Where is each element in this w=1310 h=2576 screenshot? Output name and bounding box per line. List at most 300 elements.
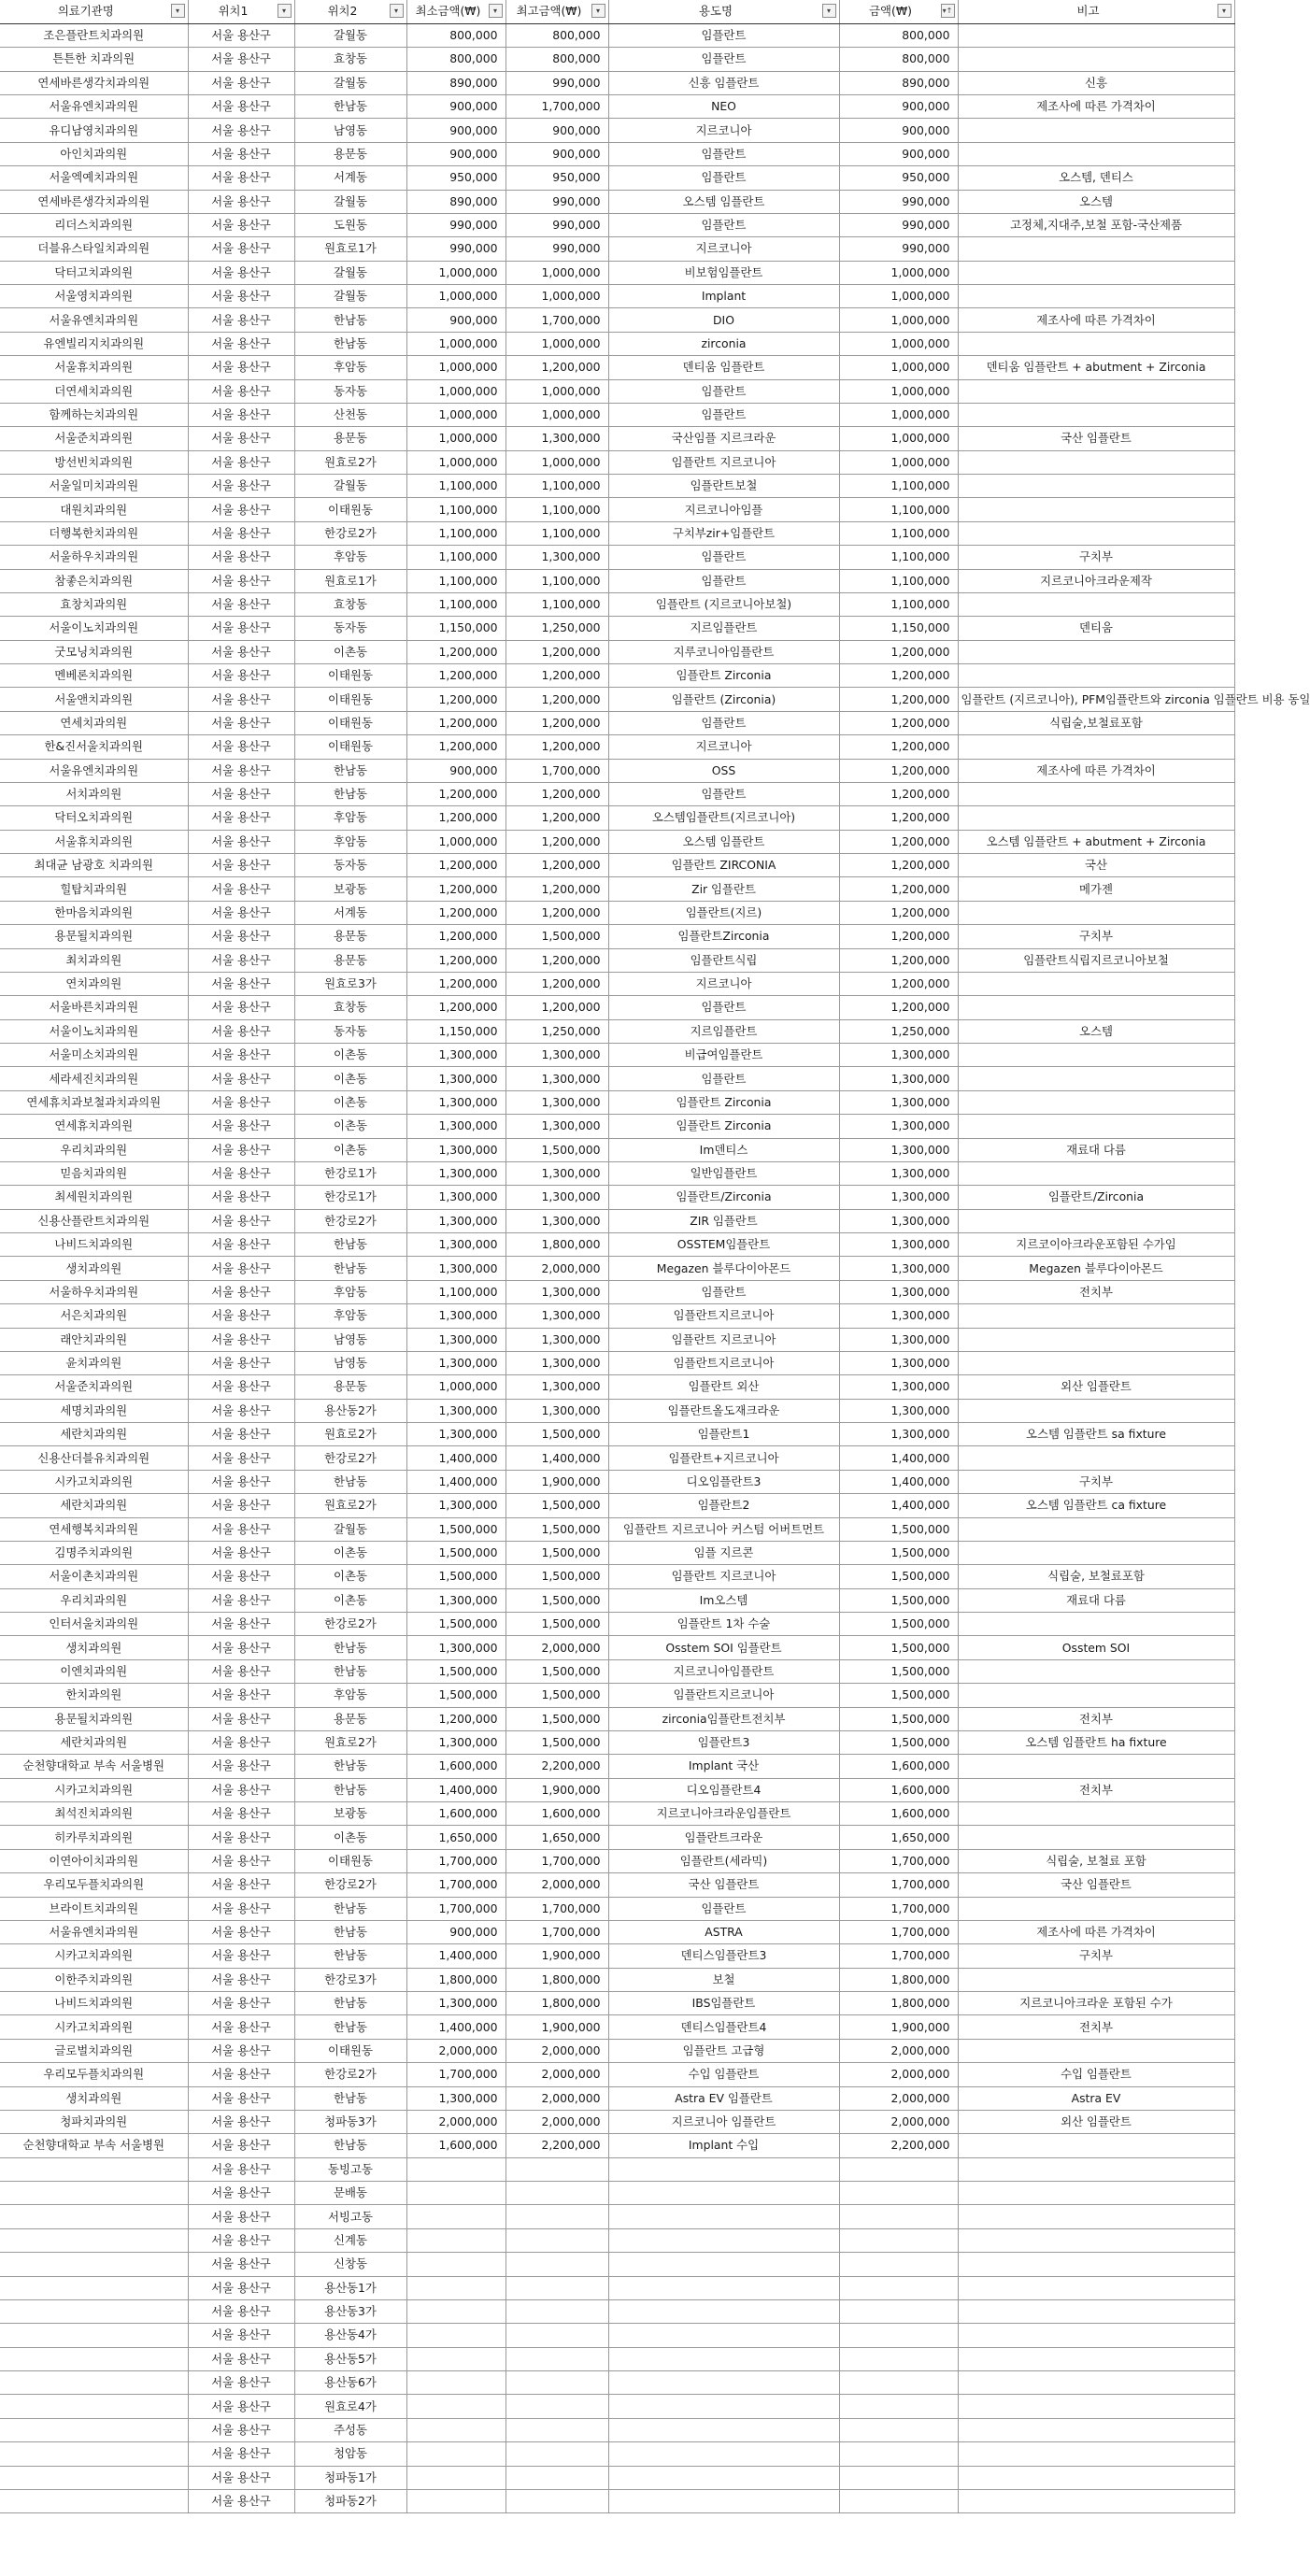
cell-max-price[interactable]: 990,000 bbox=[505, 190, 608, 213]
cell-min-price[interactable]: 800,000 bbox=[406, 23, 505, 47]
cell-max-price[interactable]: 2,000,000 bbox=[505, 1636, 608, 1659]
cell-hospital-name[interactable]: 서울유엔치과의원 bbox=[0, 759, 188, 782]
cell-hospital-name[interactable]: 시카고치과의원 bbox=[0, 1470, 188, 1493]
cell-min-price[interactable]: 1,500,000 bbox=[406, 1517, 505, 1541]
cell-max-price[interactable]: 1,900,000 bbox=[505, 1944, 608, 1968]
cell-price[interactable]: 1,300,000 bbox=[839, 1280, 958, 1303]
cell-max-price[interactable]: 1,200,000 bbox=[505, 640, 608, 663]
cell-location2[interactable]: 원효로1가 bbox=[294, 569, 406, 592]
cell-usage-name[interactable]: IBS임플란트 bbox=[608, 1992, 839, 2015]
cell-price[interactable]: 1,300,000 bbox=[839, 1067, 958, 1090]
cell-hospital-name[interactable]: 닥터오치과의원 bbox=[0, 806, 188, 830]
cell-location1[interactable]: 서울 용산구 bbox=[188, 759, 294, 782]
cell-notes[interactable] bbox=[958, 119, 1234, 142]
cell-hospital-name[interactable]: 닥터고치과의원 bbox=[0, 261, 188, 284]
cell-price[interactable]: 990,000 bbox=[839, 190, 958, 213]
cell-min-price[interactable]: 1,700,000 bbox=[406, 2063, 505, 2086]
cell-min-price[interactable]: 1,300,000 bbox=[406, 1730, 505, 1754]
cell-hospital-name[interactable] bbox=[0, 2489, 188, 2512]
cell-price[interactable]: 1,200,000 bbox=[839, 830, 958, 853]
cell-max-price[interactable]: 800,000 bbox=[505, 48, 608, 71]
cell-notes[interactable] bbox=[958, 1802, 1234, 1826]
cell-location2[interactable]: 한강로2가 bbox=[294, 1613, 406, 1636]
cell-location2[interactable]: 용문동 bbox=[294, 925, 406, 948]
cell-price[interactable]: 1,200,000 bbox=[839, 948, 958, 972]
cell-price[interactable]: 1,400,000 bbox=[839, 1446, 958, 1470]
cell-hospital-name[interactable]: 브라이트치과의원 bbox=[0, 1897, 188, 1920]
cell-usage-name[interactable]: 임플란트 (Zirconia) bbox=[608, 688, 839, 711]
cell-usage-name[interactable]: ZIR 임플란트 bbox=[608, 1209, 839, 1232]
cell-hospital-name[interactable]: 서울준치과의원 bbox=[0, 427, 188, 450]
cell-min-price[interactable] bbox=[406, 2347, 505, 2370]
cell-min-price[interactable] bbox=[406, 2299, 505, 2323]
cell-notes[interactable] bbox=[958, 475, 1234, 498]
cell-hospital-name[interactable]: 힐탑치과의원 bbox=[0, 877, 188, 901]
cell-min-price[interactable]: 1,000,000 bbox=[406, 356, 505, 379]
cell-location1[interactable]: 서울 용산구 bbox=[188, 806, 294, 830]
cell-usage-name[interactable]: OSS bbox=[608, 759, 839, 782]
cell-location1[interactable]: 서울 용산구 bbox=[188, 2039, 294, 2062]
cell-notes[interactable] bbox=[958, 1684, 1234, 1707]
cell-location2[interactable]: 이태원동 bbox=[294, 1849, 406, 1872]
cell-max-price[interactable]: 990,000 bbox=[505, 213, 608, 236]
cell-notes[interactable] bbox=[958, 2395, 1234, 2418]
filter-dropdown-icon[interactable]: ▾ bbox=[171, 4, 185, 18]
cell-hospital-name[interactable]: 이한주치과의원 bbox=[0, 1968, 188, 1991]
cell-max-price[interactable]: 1,500,000 bbox=[505, 925, 608, 948]
cell-hospital-name[interactable]: 한&진서울치과의원 bbox=[0, 735, 188, 759]
cell-price[interactable]: 1,000,000 bbox=[839, 427, 958, 450]
cell-price[interactable]: 1,200,000 bbox=[839, 877, 958, 901]
cell-max-price[interactable]: 1,300,000 bbox=[505, 1186, 608, 1209]
cell-price[interactable]: 1,000,000 bbox=[839, 332, 958, 355]
cell-notes[interactable]: Astra EV bbox=[958, 2086, 1234, 2110]
cell-usage-name[interactable]: 오스템임플란트(지르코니아) bbox=[608, 806, 839, 830]
cell-usage-name[interactable] bbox=[608, 2371, 839, 2395]
cell-price[interactable] bbox=[839, 2371, 958, 2395]
cell-location1[interactable]: 서울 용산구 bbox=[188, 521, 294, 545]
cell-max-price[interactable]: 1,200,000 bbox=[505, 877, 608, 901]
cell-hospital-name[interactable]: 함께하는치과의원 bbox=[0, 403, 188, 426]
cell-location2[interactable]: 후암동 bbox=[294, 1304, 406, 1328]
cell-location1[interactable]: 서울 용산구 bbox=[188, 1138, 294, 1161]
cell-hospital-name[interactable] bbox=[0, 2253, 188, 2276]
cell-price[interactable]: 1,200,000 bbox=[839, 925, 958, 948]
cell-min-price[interactable]: 1,000,000 bbox=[406, 1375, 505, 1399]
cell-hospital-name[interactable]: 리더스치과의원 bbox=[0, 213, 188, 236]
cell-min-price[interactable]: 1,200,000 bbox=[406, 948, 505, 972]
cell-location1[interactable]: 서울 용산구 bbox=[188, 1730, 294, 1754]
cell-max-price[interactable]: 1,300,000 bbox=[505, 1399, 608, 1422]
cell-location1[interactable]: 서울 용산구 bbox=[188, 1044, 294, 1067]
cell-price[interactable] bbox=[839, 2324, 958, 2347]
cell-hospital-name[interactable]: 방선빈치과의원 bbox=[0, 450, 188, 474]
cell-location1[interactable]: 서울 용산구 bbox=[188, 213, 294, 236]
cell-price[interactable]: 890,000 bbox=[839, 71, 958, 94]
cell-usage-name[interactable]: Astra EV 임플란트 bbox=[608, 2086, 839, 2110]
cell-location2[interactable]: 용문동 bbox=[294, 1707, 406, 1730]
cell-usage-name[interactable]: 임플란트 (지르코니아보철) bbox=[608, 592, 839, 616]
cell-location2[interactable]: 이촌동 bbox=[294, 1090, 406, 1114]
cell-usage-name[interactable] bbox=[608, 2228, 839, 2252]
cell-location1[interactable]: 서울 용산구 bbox=[188, 1328, 294, 1351]
cell-min-price[interactable]: 1,300,000 bbox=[406, 1399, 505, 1422]
cell-usage-name[interactable] bbox=[608, 2418, 839, 2441]
cell-notes[interactable] bbox=[958, 996, 1234, 1019]
cell-location2[interactable]: 갈월동 bbox=[294, 475, 406, 498]
cell-max-price[interactable] bbox=[505, 2347, 608, 2370]
cell-max-price[interactable]: 1,300,000 bbox=[505, 1115, 608, 1138]
cell-price[interactable]: 1,000,000 bbox=[839, 285, 958, 308]
cell-location1[interactable]: 서울 용산구 bbox=[188, 1470, 294, 1493]
cell-hospital-name[interactable]: 우리치과의원 bbox=[0, 1588, 188, 1612]
cell-location2[interactable]: 청파동3가 bbox=[294, 2110, 406, 2133]
cell-location2[interactable]: 한남동 bbox=[294, 1755, 406, 1778]
cell-usage-name[interactable]: zirconia임플란트전치부 bbox=[608, 1707, 839, 1730]
cell-location1[interactable]: 서울 용산구 bbox=[188, 1707, 294, 1730]
cell-notes[interactable]: 오스템 bbox=[958, 190, 1234, 213]
cell-min-price[interactable]: 1,300,000 bbox=[406, 1257, 505, 1280]
cell-price[interactable]: 1,500,000 bbox=[839, 1613, 958, 1636]
cell-max-price[interactable]: 1,900,000 bbox=[505, 1470, 608, 1493]
cell-usage-name[interactable]: 임플란트 bbox=[608, 48, 839, 71]
cell-location1[interactable]: 서울 용산구 bbox=[188, 403, 294, 426]
cell-min-price[interactable]: 890,000 bbox=[406, 71, 505, 94]
cell-usage-name[interactable]: 임플란트1 bbox=[608, 1423, 839, 1446]
cell-min-price[interactable]: 1,300,000 bbox=[406, 1423, 505, 1446]
cell-max-price[interactable]: 2,000,000 bbox=[505, 1873, 608, 1897]
cell-hospital-name[interactable]: 용문될치과의원 bbox=[0, 925, 188, 948]
cell-max-price[interactable]: 1,300,000 bbox=[505, 1280, 608, 1303]
cell-max-price[interactable]: 1,300,000 bbox=[505, 1067, 608, 1090]
cell-min-price[interactable]: 1,200,000 bbox=[406, 711, 505, 734]
cell-max-price[interactable]: 1,700,000 bbox=[505, 759, 608, 782]
cell-price[interactable] bbox=[839, 2157, 958, 2181]
cell-price[interactable]: 1,200,000 bbox=[839, 735, 958, 759]
cell-min-price[interactable]: 1,200,000 bbox=[406, 664, 505, 688]
cell-min-price[interactable]: 1,300,000 bbox=[406, 1636, 505, 1659]
cell-location2[interactable]: 이촌동 bbox=[294, 640, 406, 663]
cell-location1[interactable]: 서울 용산구 bbox=[188, 996, 294, 1019]
cell-hospital-name[interactable]: 서울엑예치과의원 bbox=[0, 166, 188, 190]
cell-usage-name[interactable]: 임플란트 ZIRCONIA bbox=[608, 854, 839, 877]
cell-price[interactable]: 1,300,000 bbox=[839, 1423, 958, 1446]
cell-location2[interactable]: 한남동 bbox=[294, 1778, 406, 1801]
cell-min-price[interactable]: 900,000 bbox=[406, 759, 505, 782]
cell-usage-name[interactable]: 디오임플란트3 bbox=[608, 1470, 839, 1493]
cell-usage-name[interactable]: 일반임플란트 bbox=[608, 1161, 839, 1185]
cell-hospital-name[interactable]: 더블유스타일치과의원 bbox=[0, 237, 188, 261]
cell-price[interactable]: 1,700,000 bbox=[839, 1944, 958, 1968]
cell-price[interactable] bbox=[839, 2442, 958, 2466]
cell-max-price[interactable] bbox=[505, 2205, 608, 2228]
cell-max-price[interactable]: 1,700,000 bbox=[505, 1849, 608, 1872]
cell-notes[interactable] bbox=[958, 1446, 1234, 1470]
cell-notes[interactable] bbox=[958, 2134, 1234, 2157]
cell-location1[interactable]: 서울 용산구 bbox=[188, 1826, 294, 1849]
cell-usage-name[interactable]: 지르코니아 bbox=[608, 119, 839, 142]
cell-location1[interactable]: 서울 용산구 bbox=[188, 664, 294, 688]
cell-max-price[interactable]: 1,650,000 bbox=[505, 1826, 608, 1849]
cell-notes[interactable] bbox=[958, 379, 1234, 403]
cell-max-price[interactable]: 1,200,000 bbox=[505, 972, 608, 995]
cell-min-price[interactable]: 1,200,000 bbox=[406, 806, 505, 830]
cell-notes[interactable] bbox=[958, 1304, 1234, 1328]
cell-min-price[interactable]: 1,300,000 bbox=[406, 1115, 505, 1138]
cell-location2[interactable]: 후암동 bbox=[294, 546, 406, 569]
cell-hospital-name[interactable] bbox=[0, 2371, 188, 2395]
cell-min-price[interactable]: 1,400,000 bbox=[406, 1778, 505, 1801]
cell-min-price[interactable]: 1,500,000 bbox=[406, 1565, 505, 1588]
cell-min-price[interactable]: 1,100,000 bbox=[406, 592, 505, 616]
cell-notes[interactable]: 전치부 bbox=[958, 1707, 1234, 1730]
cell-location2[interactable]: 원효로2가 bbox=[294, 1494, 406, 1517]
cell-usage-name[interactable]: 임플란트2 bbox=[608, 1494, 839, 1517]
cell-location2[interactable]: 이촌동 bbox=[294, 1067, 406, 1090]
cell-min-price[interactable]: 1,300,000 bbox=[406, 1067, 505, 1090]
cell-location2[interactable]: 청암동 bbox=[294, 2442, 406, 2466]
cell-price[interactable]: 1,500,000 bbox=[839, 1684, 958, 1707]
cell-location1[interactable]: 서울 용산구 bbox=[188, 1494, 294, 1517]
cell-usage-name[interactable]: 임플란트 Zirconia bbox=[608, 1090, 839, 1114]
cell-max-price[interactable]: 1,200,000 bbox=[505, 948, 608, 972]
cell-hospital-name[interactable]: 연세바른생각치과의원 bbox=[0, 71, 188, 94]
cell-min-price[interactable] bbox=[406, 2489, 505, 2512]
cell-location2[interactable]: 원효로2가 bbox=[294, 1730, 406, 1754]
cell-min-price[interactable]: 1,500,000 bbox=[406, 1684, 505, 1707]
cell-max-price[interactable]: 2,000,000 bbox=[505, 1257, 608, 1280]
cell-price[interactable]: 1,300,000 bbox=[839, 1044, 958, 1067]
cell-max-price[interactable]: 1,700,000 bbox=[505, 1897, 608, 1920]
cell-location1[interactable]: 서울 용산구 bbox=[188, 546, 294, 569]
cell-max-price[interactable]: 950,000 bbox=[505, 166, 608, 190]
cell-usage-name[interactable]: 임플란트 bbox=[608, 1280, 839, 1303]
cell-max-price[interactable]: 1,500,000 bbox=[505, 1541, 608, 1564]
filter-dropdown-icon[interactable]: ▾ bbox=[822, 4, 836, 18]
cell-location2[interactable]: 효창동 bbox=[294, 996, 406, 1019]
cell-notes[interactable] bbox=[958, 23, 1234, 47]
cell-notes[interactable]: 임플란트 (지르코니아), PFM임플란트와 zirconia 임플란트 비용 동일 bbox=[958, 688, 1234, 711]
cell-location1[interactable]: 서울 용산구 bbox=[188, 48, 294, 71]
cell-hospital-name[interactable]: 한치과의원 bbox=[0, 1684, 188, 1707]
cell-hospital-name[interactable]: 유엔빌리지치과의원 bbox=[0, 332, 188, 355]
cell-location2[interactable]: 갈월동 bbox=[294, 190, 406, 213]
cell-hospital-name[interactable]: 세란치과의원 bbox=[0, 1494, 188, 1517]
cell-location2[interactable]: 한남동 bbox=[294, 95, 406, 119]
cell-location1[interactable]: 서울 용산구 bbox=[188, 427, 294, 450]
cell-notes[interactable] bbox=[958, 782, 1234, 805]
cell-price[interactable]: 900,000 bbox=[839, 95, 958, 119]
cell-location2[interactable]: 청파동2가 bbox=[294, 2489, 406, 2512]
cell-min-price[interactable] bbox=[406, 2442, 505, 2466]
cell-notes[interactable]: 오스템 임플란트 ha fixture bbox=[958, 1730, 1234, 1754]
cell-min-price[interactable] bbox=[406, 2395, 505, 2418]
cell-location2[interactable]: 한강로2가 bbox=[294, 1873, 406, 1897]
cell-min-price[interactable]: 900,000 bbox=[406, 1920, 505, 1943]
cell-usage-name[interactable] bbox=[608, 2276, 839, 2299]
cell-notes[interactable]: 오스템 bbox=[958, 1019, 1234, 1043]
cell-notes[interactable]: 오스템 임플란트 + abutment + Zirconia bbox=[958, 830, 1234, 853]
cell-price[interactable]: 1,500,000 bbox=[839, 1636, 958, 1659]
cell-usage-name[interactable]: 보철 bbox=[608, 1968, 839, 1991]
cell-notes[interactable]: 전치부 bbox=[958, 1778, 1234, 1801]
cell-usage-name[interactable] bbox=[608, 2182, 839, 2205]
cell-min-price[interactable]: 1,400,000 bbox=[406, 1944, 505, 1968]
cell-notes[interactable] bbox=[958, 2228, 1234, 2252]
cell-hospital-name[interactable]: 순천향대학교 부속 서울병원 bbox=[0, 1755, 188, 1778]
cell-max-price[interactable]: 800,000 bbox=[505, 23, 608, 47]
cell-max-price[interactable]: 1,900,000 bbox=[505, 2015, 608, 2039]
cell-usage-name[interactable]: 지르코니아크라운임플란트 bbox=[608, 1802, 839, 1826]
cell-notes[interactable] bbox=[958, 2418, 1234, 2441]
cell-max-price[interactable]: 1,200,000 bbox=[505, 806, 608, 830]
cell-price[interactable]: 2,000,000 bbox=[839, 2063, 958, 2086]
cell-location1[interactable]: 서울 용산구 bbox=[188, 1019, 294, 1043]
cell-notes[interactable]: 고정체,지대주,보철 포함-국산제품 bbox=[958, 213, 1234, 236]
cell-max-price[interactable] bbox=[505, 2395, 608, 2418]
cell-max-price[interactable] bbox=[505, 2418, 608, 2441]
cell-usage-name[interactable] bbox=[608, 2489, 839, 2512]
cell-hospital-name[interactable]: 튼튼한 치과의원 bbox=[0, 48, 188, 71]
cell-location1[interactable]: 서울 용산구 bbox=[188, 1161, 294, 1185]
cell-notes[interactable] bbox=[958, 1090, 1234, 1114]
cell-location2[interactable]: 용문동 bbox=[294, 1375, 406, 1399]
cell-location1[interactable]: 서울 용산구 bbox=[188, 1565, 294, 1588]
cell-price[interactable]: 900,000 bbox=[839, 142, 958, 165]
cell-location2[interactable]: 신창동 bbox=[294, 2253, 406, 2276]
cell-location1[interactable]: 서울 용산구 bbox=[188, 71, 294, 94]
cell-min-price[interactable]: 1,600,000 bbox=[406, 2134, 505, 2157]
cell-location2[interactable]: 신계동 bbox=[294, 2228, 406, 2252]
cell-usage-name[interactable]: 임플란트지르코니아 bbox=[608, 1351, 839, 1374]
filter-dropdown-icon[interactable]: ▾ bbox=[1217, 4, 1232, 18]
cell-hospital-name[interactable]: 대원치과의원 bbox=[0, 498, 188, 521]
cell-notes[interactable]: 임플란트식립지르코니아보철 bbox=[958, 948, 1234, 972]
cell-price[interactable]: 1,100,000 bbox=[839, 498, 958, 521]
cell-price[interactable]: 1,100,000 bbox=[839, 546, 958, 569]
cell-location2[interactable]: 문배동 bbox=[294, 2182, 406, 2205]
cell-max-price[interactable]: 1,500,000 bbox=[505, 1730, 608, 1754]
cell-location2[interactable]: 이촌동 bbox=[294, 1044, 406, 1067]
cell-location2[interactable]: 한남동 bbox=[294, 2086, 406, 2110]
cell-usage-name[interactable] bbox=[608, 2157, 839, 2181]
cell-hospital-name[interactable]: 세명치과의원 bbox=[0, 1399, 188, 1422]
cell-max-price[interactable]: 1,500,000 bbox=[505, 1684, 608, 1707]
cell-notes[interactable] bbox=[958, 592, 1234, 616]
cell-notes[interactable] bbox=[958, 2371, 1234, 2395]
cell-notes[interactable]: 덴티움 임플란트 + abutment + Zirconia bbox=[958, 356, 1234, 379]
cell-hospital-name[interactable]: 시카고치과의원 bbox=[0, 1778, 188, 1801]
cell-location2[interactable]: 한남동 bbox=[294, 1470, 406, 1493]
cell-hospital-name[interactable] bbox=[0, 2157, 188, 2181]
cell-location2[interactable]: 한남동 bbox=[294, 1233, 406, 1257]
cell-notes[interactable] bbox=[958, 1897, 1234, 1920]
cell-usage-name[interactable]: 임플란트 지르코니아 bbox=[608, 1328, 839, 1351]
cell-notes[interactable]: 전치부 bbox=[958, 2015, 1234, 2039]
cell-location2[interactable]: 한남동 bbox=[294, 1920, 406, 1943]
cell-location1[interactable]: 서울 용산구 bbox=[188, 1968, 294, 1991]
cell-notes[interactable]: 외산 임플란트 bbox=[958, 1375, 1234, 1399]
filter-dropdown-icon[interactable]: ▾ bbox=[278, 4, 292, 18]
cell-notes[interactable]: 국산 임플란트 bbox=[958, 1873, 1234, 1897]
cell-location1[interactable]: 서울 용산구 bbox=[188, 1446, 294, 1470]
cell-location1[interactable]: 서울 용산구 bbox=[188, 2371, 294, 2395]
cell-hospital-name[interactable] bbox=[0, 2228, 188, 2252]
cell-min-price[interactable]: 1,300,000 bbox=[406, 1588, 505, 1612]
cell-location1[interactable]: 서울 용산구 bbox=[188, 1588, 294, 1612]
cell-usage-name[interactable]: 임플란트보철 bbox=[608, 475, 839, 498]
cell-price[interactable] bbox=[839, 2466, 958, 2489]
cell-location2[interactable]: 동자동 bbox=[294, 379, 406, 403]
cell-location1[interactable]: 서울 용산구 bbox=[188, 925, 294, 948]
cell-location1[interactable]: 서울 용산구 bbox=[188, 2418, 294, 2441]
cell-usage-name[interactable]: 임플란트 지르코니아 bbox=[608, 1565, 839, 1588]
cell-hospital-name[interactable]: 믿음치과의원 bbox=[0, 1161, 188, 1185]
cell-location2[interactable]: 이태원동 bbox=[294, 664, 406, 688]
cell-hospital-name[interactable]: 서울하우치과의원 bbox=[0, 546, 188, 569]
cell-price[interactable]: 1,200,000 bbox=[839, 711, 958, 734]
cell-notes[interactable]: 수입 임플란트 bbox=[958, 2063, 1234, 2086]
cell-min-price[interactable]: 1,200,000 bbox=[406, 735, 505, 759]
cell-notes[interactable] bbox=[958, 1755, 1234, 1778]
cell-hospital-name[interactable]: 신용산더블유치과의원 bbox=[0, 1446, 188, 1470]
cell-hospital-name[interactable]: 효창치과의원 bbox=[0, 592, 188, 616]
cell-max-price[interactable]: 1,000,000 bbox=[505, 379, 608, 403]
cell-location2[interactable]: 용산동2가 bbox=[294, 1399, 406, 1422]
cell-location1[interactable]: 서울 용산구 bbox=[188, 23, 294, 47]
cell-min-price[interactable] bbox=[406, 2157, 505, 2181]
cell-max-price[interactable]: 1,200,000 bbox=[505, 996, 608, 1019]
cell-price[interactable] bbox=[839, 2228, 958, 2252]
cell-location1[interactable]: 서울 용산구 bbox=[188, 1636, 294, 1659]
cell-price[interactable]: 1,500,000 bbox=[839, 1707, 958, 1730]
cell-location1[interactable]: 서울 용산구 bbox=[188, 1992, 294, 2015]
cell-location2[interactable]: 한강로2가 bbox=[294, 2063, 406, 2086]
cell-notes[interactable] bbox=[958, 1659, 1234, 1683]
cell-hospital-name[interactable]: 최치과의원 bbox=[0, 948, 188, 972]
cell-location1[interactable]: 서울 용산구 bbox=[188, 2253, 294, 2276]
cell-price[interactable] bbox=[839, 2418, 958, 2441]
cell-usage-name[interactable]: 오스템 임플란트 bbox=[608, 830, 839, 853]
cell-min-price[interactable] bbox=[406, 2182, 505, 2205]
cell-max-price[interactable]: 1,500,000 bbox=[505, 1613, 608, 1636]
cell-price[interactable]: 1,800,000 bbox=[839, 1968, 958, 1991]
cell-location1[interactable]: 서울 용산구 bbox=[188, 1613, 294, 1636]
cell-min-price[interactable] bbox=[406, 2466, 505, 2489]
cell-max-price[interactable]: 1,300,000 bbox=[505, 1351, 608, 1374]
cell-notes[interactable] bbox=[958, 2205, 1234, 2228]
cell-price[interactable]: 1,600,000 bbox=[839, 1802, 958, 1826]
cell-notes[interactable]: 전치부 bbox=[958, 1280, 1234, 1303]
cell-hospital-name[interactable]: 우리모두플치과의원 bbox=[0, 1873, 188, 1897]
cell-hospital-name[interactable]: 래안치과의원 bbox=[0, 1328, 188, 1351]
cell-usage-name[interactable]: 임플란트 Zirconia bbox=[608, 1115, 839, 1138]
cell-location1[interactable]: 서울 용산구 bbox=[188, 142, 294, 165]
cell-min-price[interactable]: 1,000,000 bbox=[406, 332, 505, 355]
cell-notes[interactable] bbox=[958, 735, 1234, 759]
cell-max-price[interactable]: 1,300,000 bbox=[505, 1161, 608, 1185]
cell-location1[interactable]: 서울 용산구 bbox=[188, 1920, 294, 1943]
cell-location1[interactable]: 서울 용산구 bbox=[188, 119, 294, 142]
cell-usage-name[interactable]: 임플란트(지르) bbox=[608, 901, 839, 924]
cell-hospital-name[interactable]: 서울이노치과의원 bbox=[0, 1019, 188, 1043]
cell-hospital-name[interactable]: 생치과의원 bbox=[0, 1257, 188, 1280]
cell-max-price[interactable]: 1,000,000 bbox=[505, 261, 608, 284]
cell-min-price[interactable]: 900,000 bbox=[406, 119, 505, 142]
cell-usage-name[interactable]: DIO bbox=[608, 308, 839, 332]
cell-min-price[interactable]: 1,100,000 bbox=[406, 521, 505, 545]
cell-hospital-name[interactable] bbox=[0, 2276, 188, 2299]
